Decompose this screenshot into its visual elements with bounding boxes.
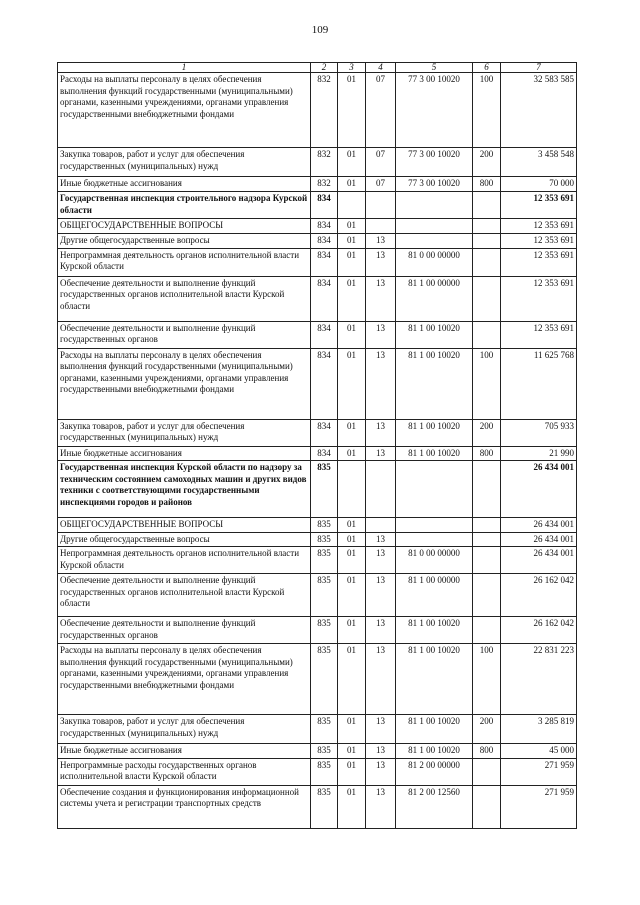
row-name-cell: Иные бюджетные ассигнования xyxy=(58,744,311,759)
row-target-article-cell: 81 0 00 00000 xyxy=(396,248,473,276)
row-target-article-cell xyxy=(396,234,473,249)
row-subsection-cell: 13 xyxy=(366,547,396,574)
table-row xyxy=(58,715,577,744)
row-name-cell: Закупка товаров, работ и услуг для обеспечения государственных (муниципальных) нужд xyxy=(58,419,311,446)
row-ved-cell: 835 xyxy=(311,518,338,533)
row-target-article-cell: 77 3 00 10020 xyxy=(396,148,473,177)
row-sum-cell: 26 162 042 xyxy=(501,574,577,617)
row-ved-cell: 834 xyxy=(311,219,338,234)
row-section-cell: 01 xyxy=(338,644,366,715)
row-subsection-cell: 13 xyxy=(366,758,396,785)
row-sum-cell: 26 434 001 xyxy=(501,461,577,518)
row-sum-cell: 12 353 691 xyxy=(501,276,577,321)
table-row xyxy=(58,461,577,518)
row-subsection-cell xyxy=(366,518,396,533)
row-name-cell: Другие общегосударственные вопросы xyxy=(58,234,311,249)
row-ved-cell: 835 xyxy=(311,744,338,759)
row-expense-type-cell: 800 xyxy=(473,744,501,759)
row-expense-type-cell xyxy=(473,192,501,219)
row-target-article-cell: 77 3 00 10020 xyxy=(396,177,473,192)
row-name-cell: Непрограммная деятельность органов исполнительной власти Курской области xyxy=(58,248,311,276)
row-ved-cell: 835 xyxy=(311,785,338,828)
row-subsection-cell: 13 xyxy=(366,744,396,759)
row-ved-cell: 835 xyxy=(311,715,338,744)
row-ved-cell: 832 xyxy=(311,148,338,177)
row-sum-cell: 32 583 585 xyxy=(501,73,577,148)
row-name-cell: Непрограммные расходы государственных органов исполнительной власти Курской области xyxy=(58,758,311,785)
row-ved-cell: 834 xyxy=(311,348,338,419)
row-subsection-cell: 13 xyxy=(366,248,396,276)
table-row xyxy=(58,234,577,249)
row-sum-cell: 11 625 768 xyxy=(501,348,577,419)
header-cell-1: 1 xyxy=(58,63,311,73)
row-section-cell: 01 xyxy=(338,234,366,249)
row-sum-cell: 705 933 xyxy=(501,419,577,446)
table-row xyxy=(58,73,577,148)
row-sum-cell: 3 285 819 xyxy=(501,715,577,744)
header-cell-6: 6 xyxy=(473,63,501,73)
row-name-cell: Обеспечение деятельности и выполнение функций государственных органов исполнительной власти Курской области xyxy=(58,276,311,321)
row-section-cell: 01 xyxy=(338,219,366,234)
row-sum-cell: 26 434 001 xyxy=(501,532,577,547)
table-row xyxy=(58,644,577,715)
table-row xyxy=(58,518,577,533)
row-target-article-cell xyxy=(396,518,473,533)
row-ved-cell: 832 xyxy=(311,73,338,148)
row-expense-type-cell: 800 xyxy=(473,446,501,461)
row-ved-cell: 834 xyxy=(311,419,338,446)
row-expense-type-cell xyxy=(473,574,501,617)
table-row xyxy=(58,744,577,759)
row-section-cell: 01 xyxy=(338,419,366,446)
row-subsection-cell: 07 xyxy=(366,177,396,192)
row-section-cell: 01 xyxy=(338,547,366,574)
row-target-article-cell: 81 1 00 10020 xyxy=(396,446,473,461)
row-name-cell: ОБЩЕГОСУДАРСТВЕННЫЕ ВОПРОСЫ xyxy=(58,518,311,533)
row-subsection-cell: 13 xyxy=(366,532,396,547)
header-cell-7: 7 xyxy=(501,63,577,73)
row-sum-cell: 12 353 691 xyxy=(501,321,577,348)
row-name-cell: Закупка товаров, работ и услуг для обеспечения государственных (муниципальных) нужд xyxy=(58,715,311,744)
row-subsection-cell xyxy=(366,461,396,518)
row-section-cell: 01 xyxy=(338,446,366,461)
row-expense-type-cell xyxy=(473,276,501,321)
row-subsection-cell: 13 xyxy=(366,644,396,715)
row-expense-type-cell xyxy=(473,518,501,533)
row-subsection-cell: 13 xyxy=(366,321,396,348)
table-row xyxy=(58,348,577,419)
row-name-cell: Расходы на выплаты персоналу в целях обеспечения выполнения функций государственными (муниципальными) органами, казенными учреждениями, органами управления государственными внебюджетными фондами xyxy=(58,73,311,148)
row-target-article-cell: 81 0 00 00000 xyxy=(396,547,473,574)
row-section-cell: 01 xyxy=(338,574,366,617)
table-row xyxy=(58,321,577,348)
row-target-article-cell: 81 1 00 10020 xyxy=(396,715,473,744)
row-target-article-cell xyxy=(396,461,473,518)
row-section-cell: 01 xyxy=(338,785,366,828)
row-target-article-cell: 77 3 00 10020 xyxy=(396,73,473,148)
row-name-cell: Расходы на выплаты персоналу в целях обеспечения выполнения функций государственными (муниципальными) органами, казенными учреждениями, органами управления государственными внебюджетными фондами xyxy=(58,644,311,715)
row-section-cell: 01 xyxy=(338,177,366,192)
row-subsection-cell: 07 xyxy=(366,148,396,177)
row-sum-cell: 26 162 042 xyxy=(501,617,577,644)
row-section-cell: 01 xyxy=(338,73,366,148)
row-section-cell: 01 xyxy=(338,348,366,419)
row-section-cell: 01 xyxy=(338,532,366,547)
row-subsection-cell: 07 xyxy=(366,73,396,148)
header-cell-4: 4 xyxy=(366,63,396,73)
row-section-cell: 01 xyxy=(338,321,366,348)
row-ved-cell: 835 xyxy=(311,644,338,715)
row-subsection-cell: 13 xyxy=(366,785,396,828)
row-ved-cell: 835 xyxy=(311,461,338,518)
row-section-cell: 01 xyxy=(338,276,366,321)
table-row xyxy=(58,276,577,321)
table-row xyxy=(58,148,577,177)
row-sum-cell: 12 353 691 xyxy=(501,192,577,219)
row-sum-cell: 70 000 xyxy=(501,177,577,192)
row-sum-cell: 21 990 xyxy=(501,446,577,461)
row-ved-cell: 834 xyxy=(311,276,338,321)
row-target-article-cell: 81 1 00 00000 xyxy=(396,574,473,617)
row-expense-type-cell: 800 xyxy=(473,177,501,192)
row-expense-type-cell: 100 xyxy=(473,348,501,419)
row-subsection-cell: 13 xyxy=(366,446,396,461)
row-target-article-cell: 81 1 00 10020 xyxy=(396,348,473,419)
row-subsection-cell: 13 xyxy=(366,348,396,419)
row-subsection-cell: 13 xyxy=(366,276,396,321)
row-sum-cell: 3 458 548 xyxy=(501,148,577,177)
row-expense-type-cell: 200 xyxy=(473,715,501,744)
row-name-cell: Расходы на выплаты персоналу в целях обеспечения выполнения функций государственными (муниципальными) органами, казенными учреждениями, органами управления государственными внебюджетными фондами xyxy=(58,348,311,419)
row-expense-type-cell: 200 xyxy=(473,148,501,177)
row-expense-type-cell xyxy=(473,758,501,785)
row-target-article-cell: 81 1 00 10020 xyxy=(396,644,473,715)
row-name-cell: Государственная инспекция строительного надзора Курской области xyxy=(58,192,311,219)
row-subsection-cell: 13 xyxy=(366,715,396,744)
row-target-article-cell: 81 2 00 00000 xyxy=(396,758,473,785)
table-row xyxy=(58,547,577,574)
header-cell-2: 2 xyxy=(311,63,338,73)
row-name-cell: Иные бюджетные ассигнования xyxy=(58,446,311,461)
row-sum-cell: 12 353 691 xyxy=(501,234,577,249)
row-ved-cell: 834 xyxy=(311,446,338,461)
row-subsection-cell: 13 xyxy=(366,617,396,644)
row-expense-type-cell xyxy=(473,532,501,547)
row-sum-cell: 271 959 xyxy=(501,785,577,828)
row-target-article-cell xyxy=(396,219,473,234)
row-target-article-cell xyxy=(396,532,473,547)
table-row xyxy=(58,419,577,446)
row-ved-cell: 834 xyxy=(311,248,338,276)
row-name-cell: Обеспечение деятельности и выполнение функций государственных органов xyxy=(58,321,311,348)
header-cell-5: 5 xyxy=(396,63,473,73)
row-subsection-cell: 13 xyxy=(366,234,396,249)
row-ved-cell: 835 xyxy=(311,758,338,785)
row-target-article-cell: 81 1 00 10020 xyxy=(396,617,473,644)
budget-table xyxy=(57,62,577,829)
row-ved-cell: 835 xyxy=(311,532,338,547)
row-name-cell: Государственная инспекция Курской области по надзору за техническим состоянием самоходных машин и других видов техники с соответствующими государственными инспекциями городов и районов xyxy=(58,461,311,518)
row-target-article-cell: 81 1 00 10020 xyxy=(396,744,473,759)
row-target-article-cell xyxy=(396,192,473,219)
row-section-cell: 01 xyxy=(338,715,366,744)
row-ved-cell: 834 xyxy=(311,321,338,348)
row-sum-cell: 271 959 xyxy=(501,758,577,785)
row-target-article-cell: 81 1 00 10020 xyxy=(396,321,473,348)
page-number: 109 xyxy=(311,24,329,36)
row-name-cell: Обеспечение деятельности и выполнение функций государственных органов исполнительной власти Курской области xyxy=(58,574,311,617)
row-ved-cell: 832 xyxy=(311,177,338,192)
row-name-cell: ОБЩЕГОСУДАРСТВЕННЫЕ ВОПРОСЫ xyxy=(58,219,311,234)
row-section-cell: 01 xyxy=(338,758,366,785)
table-row xyxy=(58,758,577,785)
row-subsection-cell: 13 xyxy=(366,419,396,446)
row-sum-cell: 12 353 691 xyxy=(501,219,577,234)
row-subsection-cell xyxy=(366,192,396,219)
row-target-article-cell: 81 1 00 10020 xyxy=(396,419,473,446)
row-name-cell: Обеспечение создания и функционирования информационной системы учета и регистрации транспортных средств xyxy=(58,785,311,828)
table-row xyxy=(58,532,577,547)
row-expense-type-cell xyxy=(473,234,501,249)
table-row xyxy=(58,785,577,828)
row-name-cell: Обеспечение деятельности и выполнение функций государственных органов xyxy=(58,617,311,644)
row-expense-type-cell xyxy=(473,248,501,276)
row-expense-type-cell xyxy=(473,461,501,518)
row-sum-cell: 22 831 223 xyxy=(501,644,577,715)
table-row xyxy=(58,177,577,192)
table-body xyxy=(58,63,577,829)
row-ved-cell: 834 xyxy=(311,192,338,219)
row-subsection-cell: 13 xyxy=(366,574,396,617)
row-expense-type-cell: 100 xyxy=(473,73,501,148)
row-subsection-cell xyxy=(366,219,396,234)
row-expense-type-cell xyxy=(473,785,501,828)
row-section-cell: 01 xyxy=(338,617,366,644)
row-sum-cell: 12 353 691 xyxy=(501,248,577,276)
row-name-cell: Иные бюджетные ассигнования xyxy=(58,177,311,192)
table-row xyxy=(58,574,577,617)
header-row xyxy=(58,63,577,73)
row-name-cell: Непрограммная деятельность органов исполнительной власти Курской области xyxy=(58,547,311,574)
table-row xyxy=(58,248,577,276)
table-row xyxy=(58,192,577,219)
row-section-cell: 01 xyxy=(338,518,366,533)
row-ved-cell: 835 xyxy=(311,547,338,574)
row-ved-cell: 834 xyxy=(311,234,338,249)
row-section-cell: 01 xyxy=(338,744,366,759)
table-row xyxy=(58,219,577,234)
row-sum-cell: 26 434 001 xyxy=(501,518,577,533)
row-expense-type-cell: 100 xyxy=(473,644,501,715)
row-section-cell: 01 xyxy=(338,148,366,177)
header-cell-3: 3 xyxy=(338,63,366,73)
row-section-cell: 01 xyxy=(338,248,366,276)
table-row xyxy=(58,617,577,644)
row-target-article-cell: 81 2 00 12560 xyxy=(396,785,473,828)
row-section-cell xyxy=(338,192,366,219)
row-ved-cell: 835 xyxy=(311,574,338,617)
row-expense-type-cell xyxy=(473,321,501,348)
row-expense-type-cell xyxy=(473,219,501,234)
row-ved-cell: 835 xyxy=(311,617,338,644)
row-expense-type-cell xyxy=(473,617,501,644)
row-section-cell xyxy=(338,461,366,518)
table-row xyxy=(58,446,577,461)
row-sum-cell: 45 000 xyxy=(501,744,577,759)
row-expense-type-cell xyxy=(473,547,501,574)
row-expense-type-cell: 200 xyxy=(473,419,501,446)
row-target-article-cell: 81 1 00 00000 xyxy=(396,276,473,321)
row-name-cell: Закупка товаров, работ и услуг для обеспечения государственных (муниципальных) нужд xyxy=(58,148,311,177)
row-sum-cell: 26 434 001 xyxy=(501,547,577,574)
row-name-cell: Другие общегосударственные вопросы xyxy=(58,532,311,547)
